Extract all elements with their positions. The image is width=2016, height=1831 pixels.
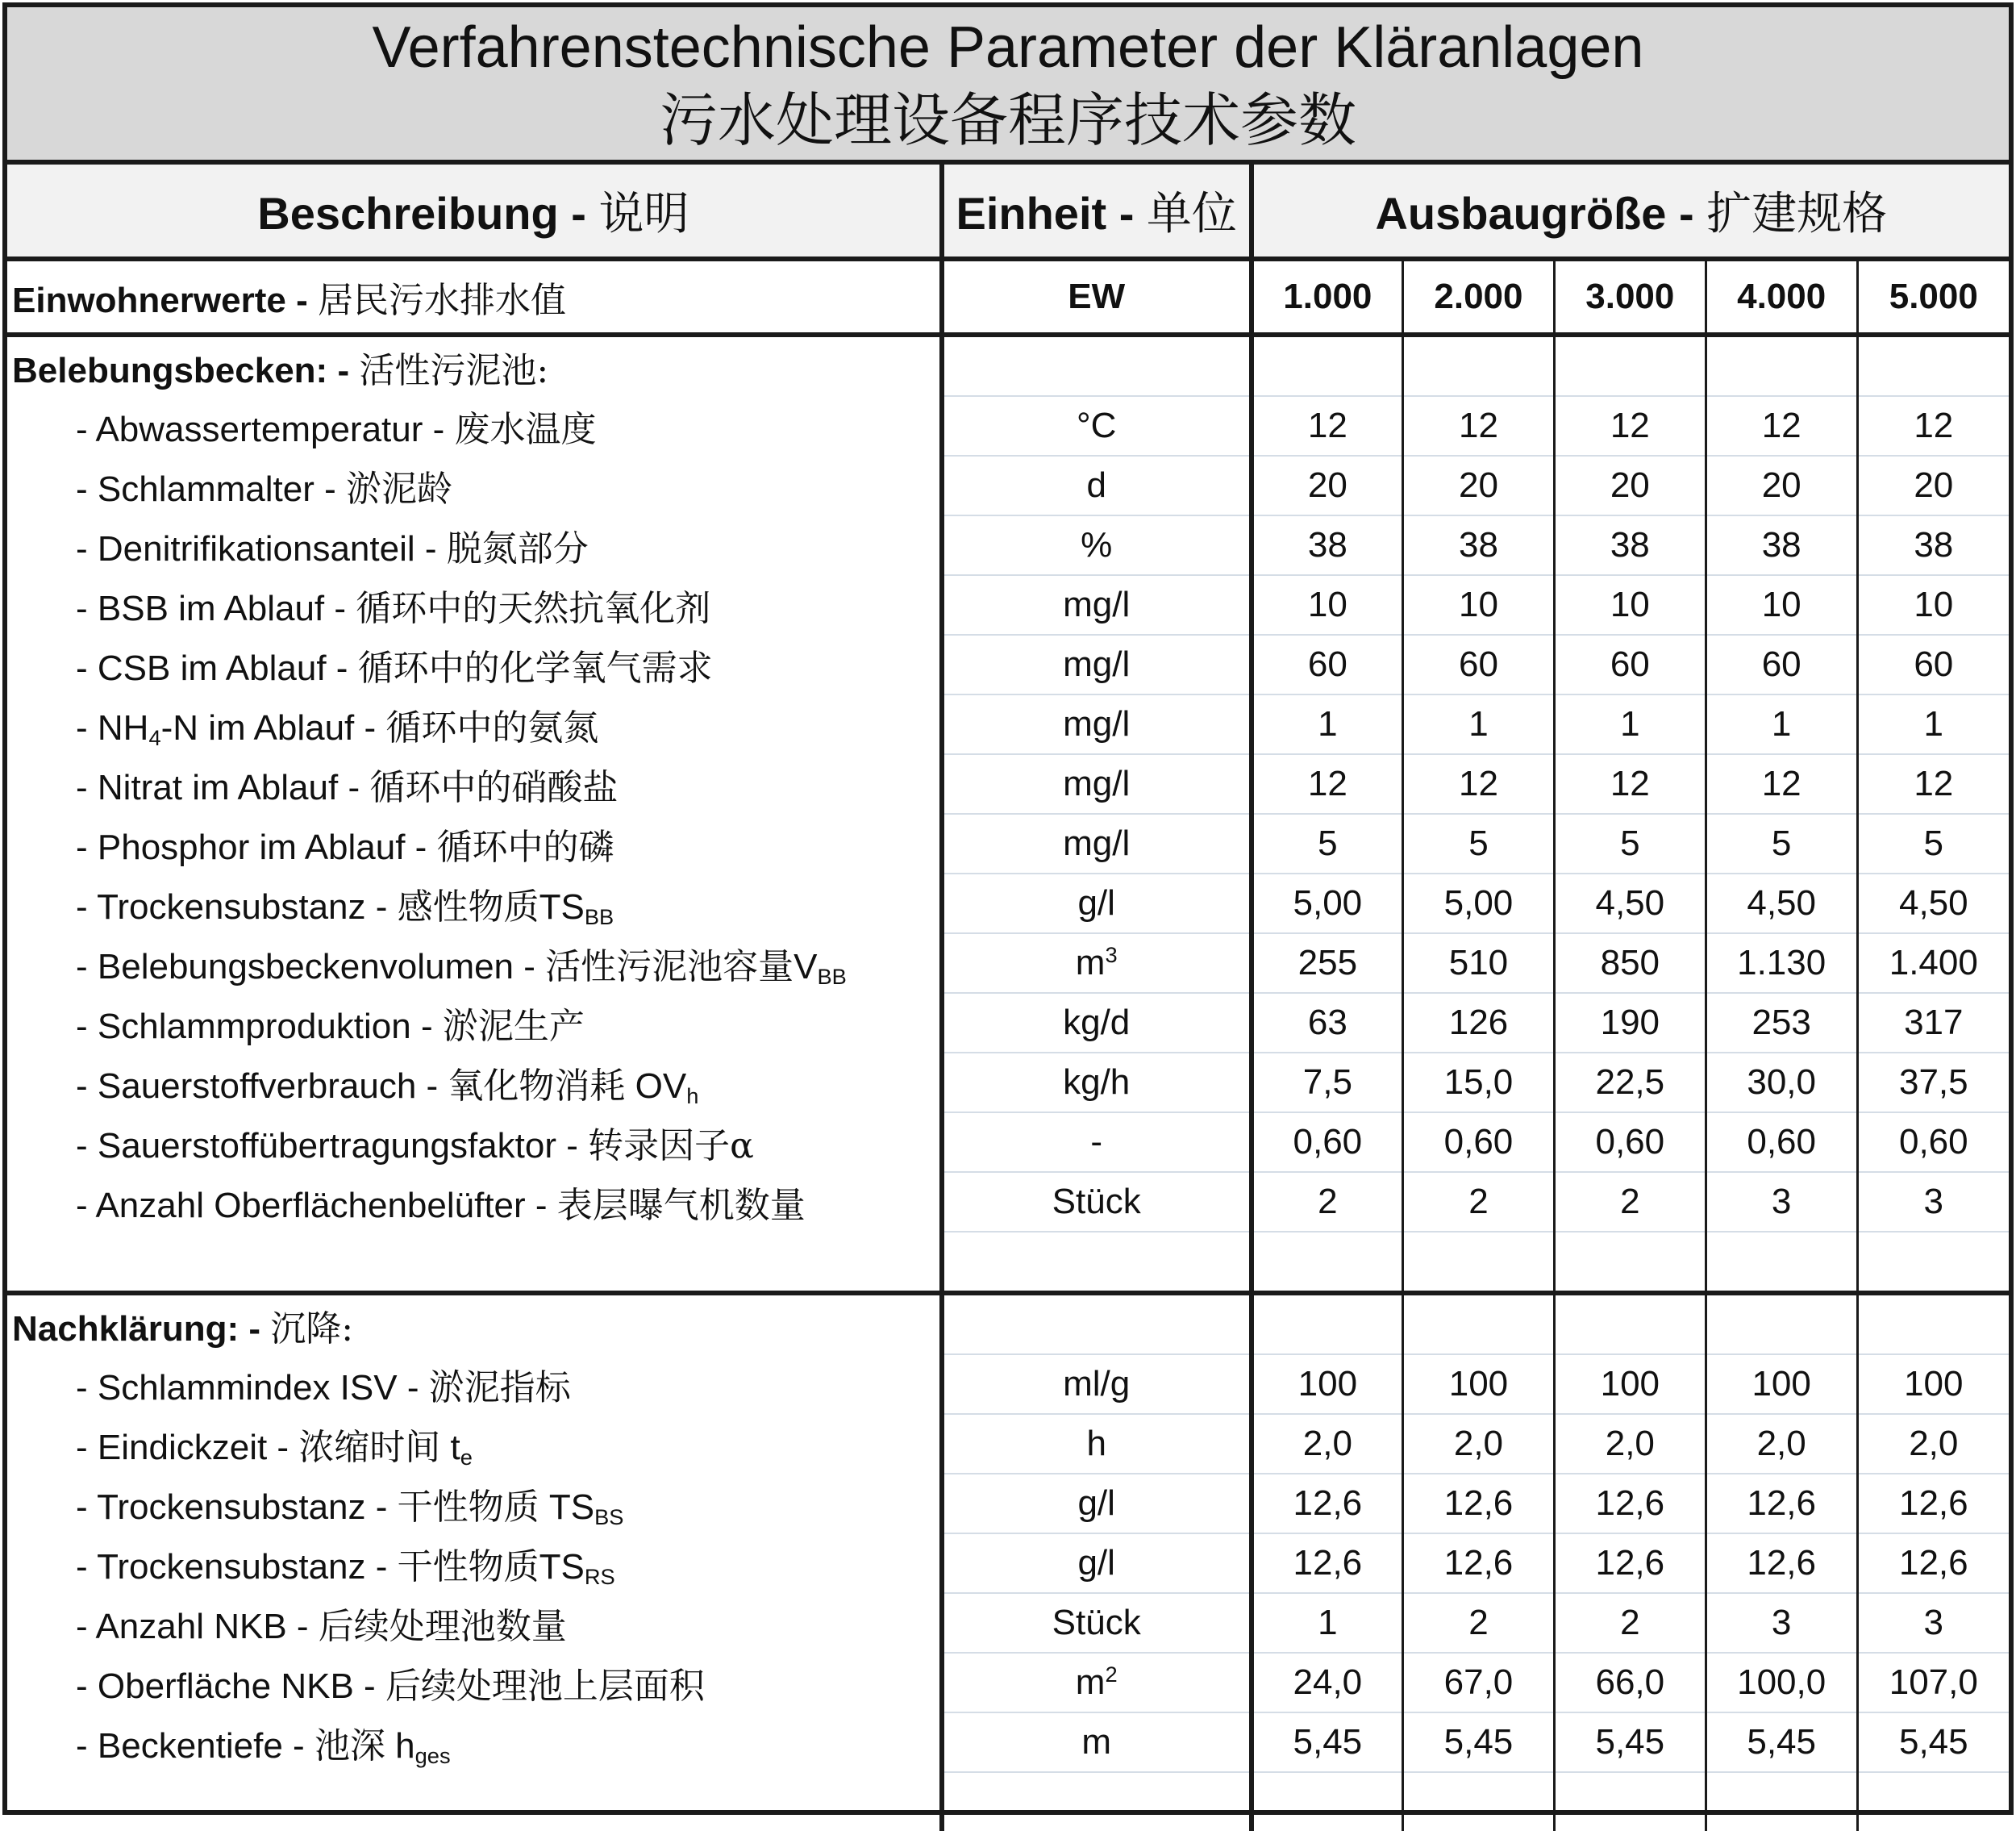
parameter-value: 1: [1554, 694, 1706, 754]
parameter-unit: kg/h: [942, 1053, 1252, 1112]
parameter-description: - Schlammindex ISV - 淤泥指标: [76, 1367, 571, 1408]
parameter-description: - Trockensubstanz - 干性物质 $TS_{BS}$: [76, 1487, 624, 1529]
parameter-value: 3: [1857, 1172, 2009, 1232]
parameter-row: [7, 1053, 2009, 1112]
section-header: [7, 1293, 2009, 1354]
parameter-description: - Sauerstoffübertragungsfaktor - 转录因子α: [76, 1125, 754, 1166]
value-cell: [1403, 1232, 1555, 1293]
parameter-row: [7, 1354, 2009, 1414]
parameter-row: [7, 1474, 2009, 1533]
parameter-value: 0,60: [1554, 1112, 1706, 1172]
parameter-value: 2: [1403, 1172, 1555, 1232]
parameter-value: 24,0: [1252, 1653, 1403, 1712]
spacer-row: [7, 1232, 2009, 1293]
parameter-value: 253: [1706, 993, 1857, 1053]
parameter-value: 20: [1403, 456, 1555, 515]
parameter-unit: mg/l: [942, 694, 1252, 754]
ew-row: [7, 259, 2009, 335]
parameter-unit: kg/d: [942, 993, 1252, 1053]
parameter-unit: mg/l: [942, 754, 1252, 814]
parameter-value: 22,5: [1554, 1053, 1706, 1112]
parameter-unit: -: [942, 1112, 1252, 1172]
section-header: [7, 335, 2009, 396]
parameter-value: 100: [1252, 1354, 1403, 1414]
parameter-row: [7, 1112, 2009, 1172]
parameter-value: 66,0: [1554, 1653, 1706, 1712]
parameter-value: 510: [1403, 933, 1555, 993]
parameter-value: 10: [1554, 575, 1706, 635]
parameter-value: 60: [1403, 635, 1555, 694]
parameter-value: 12: [1252, 754, 1403, 814]
parameter-value: 1.130: [1706, 933, 1857, 993]
parameter-unit: h: [942, 1414, 1252, 1474]
parameter-value: 12: [1252, 396, 1403, 456]
page: [2, 2, 2014, 1815]
parameter-description: - Beckentiefe - 池深 $h_{ges}$: [76, 1725, 451, 1768]
title-chinese: 污水处理设备程序技术参数: [659, 86, 1356, 154]
unit-cell: [942, 1232, 1252, 1293]
parameter-description: - $NH_4-N$ im Ablauf - 循环中的氨氮: [76, 707, 599, 750]
parameter-value: 126: [1403, 993, 1555, 1053]
parameter-unit: g/l: [942, 1474, 1252, 1533]
unit-cell: [942, 335, 1252, 396]
value-cell: [1857, 1772, 2009, 1831]
parameter-value: 67,0: [1403, 1653, 1555, 1712]
parameter-row: [7, 754, 2009, 814]
parameter-row: [7, 575, 2009, 635]
parameter-value: 100: [1706, 1354, 1857, 1414]
parameter-value: 20: [1706, 456, 1857, 515]
parameter-value: 60: [1706, 635, 1857, 694]
parameter-value: 5,00: [1252, 874, 1403, 933]
parameter-value: 4,50: [1857, 874, 2009, 933]
parameter-value: 60: [1857, 635, 2009, 694]
parameter-value: 2: [1554, 1172, 1706, 1232]
ew-value: 4.000: [1706, 259, 1857, 335]
parameter-description: - Schlammalter - 淤泥龄: [76, 469, 452, 510]
parameter-description: - Belebungsbeckenvolumen - 活性污泥池容量$V_{BB}$: [76, 946, 847, 989]
parameter-value: 1: [1706, 694, 1857, 754]
parameter-value: 1.400: [1857, 933, 2009, 993]
ew-value: 3.000: [1554, 259, 1706, 335]
parameter-value: 12: [1857, 396, 2009, 456]
parameter-value: 0,60: [1403, 1112, 1555, 1172]
parameter-unit: Stück: [942, 1172, 1252, 1232]
parameter-value: 12,6: [1706, 1474, 1857, 1533]
value-cell: [1706, 1293, 1857, 1354]
parameter-value: 12,6: [1403, 1533, 1555, 1593]
parameter-value: 2: [1403, 1593, 1555, 1653]
parameter-value: 12,6: [1554, 1474, 1706, 1533]
parameter-value: 20: [1252, 456, 1403, 515]
parameter-unit: $m^2$: [942, 1653, 1252, 1712]
parameter-description: - Trockensubstanz - 干性物质$TS_{RS}$: [76, 1546, 615, 1589]
parameter-value: 38: [1554, 515, 1706, 575]
parameter-value: 7,5: [1252, 1053, 1403, 1112]
parameter-value: 0,60: [1857, 1112, 2009, 1172]
value-cell: [1252, 335, 1403, 396]
parameter-value: 12,6: [1857, 1474, 2009, 1533]
parameter-value: 2: [1554, 1593, 1706, 1653]
value-cell: [1403, 335, 1555, 396]
parameter-value: 12: [1857, 754, 2009, 814]
value-cell: [1403, 1293, 1555, 1354]
parameter-unit: mg/l: [942, 575, 1252, 635]
parameter-value: 2,0: [1857, 1414, 2009, 1474]
parameter-row: [7, 396, 2009, 456]
parameter-unit: Stück: [942, 1593, 1252, 1653]
parameter-row: [7, 456, 2009, 515]
parameter-value: 20: [1554, 456, 1706, 515]
parameter-unit: g/l: [942, 874, 1252, 933]
section-title: Belebungsbecken: - 活性污泥池:: [12, 349, 549, 391]
parameter-description: - Anzahl Oberflächenbelüfter - 表层曝气机数量: [76, 1185, 806, 1226]
parameter-value: 10: [1857, 575, 2009, 635]
ew-unit: EW: [942, 259, 1252, 335]
title-german: Verfahrenstechnische Parameter der Kläranlagen: [372, 15, 1644, 80]
parameter-value: 850: [1554, 933, 1706, 993]
parameter-value: 12,6: [1252, 1533, 1403, 1593]
parameter-description: - Eindickzeit - 浓缩时间 $t_e$: [76, 1427, 473, 1470]
section-title: Nachklärung: - 沉降:: [12, 1308, 354, 1349]
parameter-value: 100,0: [1706, 1653, 1857, 1712]
parameter-value: 4,50: [1706, 874, 1857, 933]
parameter-value: 63: [1252, 993, 1403, 1053]
parameter-row: [7, 1172, 2009, 1232]
parameter-row: [7, 694, 2009, 754]
parameter-value: 38: [1252, 515, 1403, 575]
parameter-row: [7, 1593, 2009, 1653]
parameter-row: [7, 814, 2009, 874]
ew-label: Einwohnerwerte - 居民污水排水值: [7, 259, 942, 335]
value-cell: [1252, 1772, 1403, 1831]
parameter-value: 5: [1857, 814, 2009, 874]
parameter-value: 12,6: [1252, 1474, 1403, 1533]
value-cell: [1706, 1232, 1857, 1293]
parameter-value: 2,0: [1403, 1414, 1555, 1474]
parameter-value: 0,60: [1252, 1112, 1403, 1172]
parameter-description: - Phosphor im Ablauf - 循环中的磷: [76, 827, 614, 868]
parameter-value: 30,0: [1706, 1053, 1857, 1112]
parameter-row: [7, 1653, 2009, 1712]
unit-cell: [942, 1772, 1252, 1831]
ew-value: 1.000: [1252, 259, 1403, 335]
parameter-value: 2,0: [1554, 1414, 1706, 1474]
parameter-row: [7, 1414, 2009, 1474]
parameter-description: - Schlammproduktion - 淤泥生产: [76, 1006, 585, 1047]
parameter-value: 2: [1252, 1172, 1403, 1232]
parameter-value: 5,45: [1554, 1712, 1706, 1772]
parameter-value: 3: [1857, 1593, 2009, 1653]
parameter-value: 12,6: [1857, 1533, 2009, 1593]
parameter-description: - Anzahl NKB - 后续处理池数量: [76, 1606, 567, 1647]
spacer-row: [7, 1772, 2009, 1831]
parameter-value: 12: [1403, 396, 1555, 456]
parameter-unit: mg/l: [942, 635, 1252, 694]
parameter-value: 38: [1706, 515, 1857, 575]
parameter-value: 10: [1252, 575, 1403, 635]
parameter-value: 100: [1403, 1354, 1555, 1414]
header-description: Beschreibung - 说明: [7, 165, 942, 259]
value-cell: [1252, 1293, 1403, 1354]
parameter-value: 38: [1857, 515, 2009, 575]
parameter-value: 12: [1554, 754, 1706, 814]
value-cell: [1857, 1232, 2009, 1293]
parameter-unit: °C: [942, 396, 1252, 456]
parameter-unit: m: [942, 1712, 1252, 1772]
value-cell: [1706, 1772, 1857, 1831]
parameter-value: 107,0: [1857, 1653, 2009, 1712]
parameter-row: [7, 515, 2009, 575]
value-cell: [1857, 1293, 2009, 1354]
parameter-value: 2,0: [1706, 1414, 1857, 1474]
parameter-value: 20: [1857, 456, 2009, 515]
parameter-description: - Trockensubstanz - 感性物质$TS_{BB}$: [76, 886, 614, 929]
parameter-value: 100: [1857, 1354, 2009, 1414]
value-cell: [1554, 335, 1706, 396]
parameter-value: 2,0: [1252, 1414, 1403, 1474]
value-cell: [1403, 1772, 1555, 1831]
parameter-value: 255: [1252, 933, 1403, 993]
parameter-value: 3: [1706, 1172, 1857, 1232]
parameter-row: [7, 635, 2009, 694]
parameter-unit: ml/g: [942, 1354, 1252, 1414]
parameter-row: [7, 1712, 2009, 1772]
parameter-unit: d: [942, 456, 1252, 515]
header-size: Ausbaugröße - 扩建规格: [1252, 165, 2009, 259]
parameter-row: [7, 993, 2009, 1053]
unit-cell: [942, 1293, 1252, 1354]
parameter-description: - CSB im Ablauf - 循环中的化学氧气需求: [76, 648, 713, 689]
ew-value: 5.000: [1857, 259, 2009, 335]
spacer-cell: [7, 1232, 942, 1293]
parameter-value: 5,45: [1857, 1712, 2009, 1772]
parameter-value: 1: [1403, 694, 1555, 754]
parameter-description: - Sauerstoffverbrauch - 氧化物消耗 $OV_h$: [76, 1066, 699, 1108]
parameter-value: 12: [1706, 754, 1857, 814]
parameter-value: 12: [1706, 396, 1857, 456]
parameter-description: - Abwassertemperatur - 废水温度: [76, 409, 597, 450]
parameter-value: 5: [1554, 814, 1706, 874]
parameter-value: 12,6: [1403, 1474, 1555, 1533]
parameter-value: 5,00: [1403, 874, 1555, 933]
parameter-value: 4,50: [1554, 874, 1706, 933]
parameter-description: - BSB im Ablauf - 循环中的天然抗氧化剂: [76, 588, 711, 629]
parameter-table: [7, 165, 2009, 1831]
parameter-value: 15,0: [1403, 1053, 1555, 1112]
parameter-unit: mg/l: [942, 814, 1252, 874]
ew-value: 2.000: [1403, 259, 1555, 335]
parameter-value: 5: [1403, 814, 1555, 874]
parameter-row: [7, 933, 2009, 993]
parameter-row: [7, 1533, 2009, 1593]
value-cell: [1706, 335, 1857, 396]
value-cell: [1857, 335, 2009, 396]
value-cell: [1554, 1232, 1706, 1293]
parameter-value: 190: [1554, 993, 1706, 1053]
parameter-value: 10: [1403, 575, 1555, 635]
parameter-value: 37,5: [1857, 1053, 2009, 1112]
parameter-value: 10: [1706, 575, 1857, 635]
parameter-value: 3: [1706, 1593, 1857, 1653]
header-row: [7, 165, 2009, 259]
parameter-value: 12: [1554, 396, 1706, 456]
parameter-value: 1: [1252, 694, 1403, 754]
parameter-unit: g/l: [942, 1533, 1252, 1593]
parameter-value: 5,45: [1706, 1712, 1857, 1772]
parameter-value: 5: [1706, 814, 1857, 874]
parameter-value: 12,6: [1554, 1533, 1706, 1593]
parameter-description: - Denitrifikationsanteil - 脱氮部分: [76, 528, 589, 569]
parameter-unit: $m^3$: [942, 933, 1252, 993]
parameter-value: 0,60: [1706, 1112, 1857, 1172]
value-cell: [1252, 1232, 1403, 1293]
spacer-cell: [7, 1772, 942, 1831]
parameter-value: 5: [1252, 814, 1403, 874]
parameter-value: 38: [1403, 515, 1555, 575]
parameter-description: - Nitrat im Ablauf - 循环中的硝酸盐: [76, 767, 619, 808]
value-cell: [1554, 1293, 1706, 1354]
parameter-value: 60: [1554, 635, 1706, 694]
parameter-value: 1: [1252, 1593, 1403, 1653]
title-banner: [7, 7, 2009, 165]
parameter-value: 5,45: [1403, 1712, 1555, 1772]
parameter-value: 12: [1403, 754, 1555, 814]
parameter-value: 5,45: [1252, 1712, 1403, 1772]
parameter-value: 1: [1857, 694, 2009, 754]
value-cell: [1554, 1772, 1706, 1831]
parameter-description: - Oberfläche NKB - 后续处理池上层面积: [76, 1666, 705, 1707]
parameter-value: 12,6: [1706, 1533, 1857, 1593]
parameter-unit: %: [942, 515, 1252, 575]
parameter-value: 100: [1554, 1354, 1706, 1414]
header-unit: Einheit - 单位: [942, 165, 1252, 259]
parameter-value: 60: [1252, 635, 1403, 694]
parameter-row: [7, 874, 2009, 933]
parameter-value: 317: [1857, 993, 2009, 1053]
